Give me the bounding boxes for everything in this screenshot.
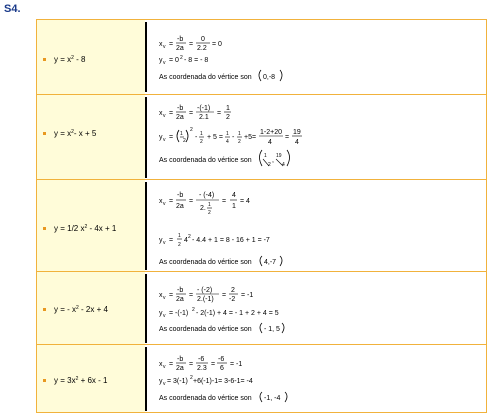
svg-text:2: 2 <box>208 210 211 216</box>
svg-text:1: 1 <box>226 105 230 112</box>
margin-line <box>145 182 147 270</box>
svg-text:= 4: = 4 <box>240 198 250 205</box>
svg-text:=: = <box>222 198 227 205</box>
svg-text:v: v <box>163 137 166 143</box>
svg-text:2.1: 2.1 <box>199 114 209 121</box>
svg-text:x: x <box>159 361 163 368</box>
svg-text:v: v <box>163 240 166 246</box>
svg-text:19: 19 <box>293 129 301 136</box>
svg-text:2: 2 <box>226 114 230 121</box>
table-row <box>37 344 486 412</box>
svg-text:=: = <box>169 292 174 299</box>
solution-cell <box>145 180 486 271</box>
svg-text:=: = <box>211 361 216 368</box>
bullet-icon <box>43 227 46 230</box>
svg-text:2: 2 <box>192 307 195 313</box>
svg-text:x: x <box>159 292 163 299</box>
equation-text: y = 1/2 $x^2 - 4x + 1$ <box>54 224 117 233</box>
svg-text:1: 1 <box>180 131 183 137</box>
svg-text:=: = <box>169 198 174 205</box>
svg-text:1: 1 <box>238 131 241 137</box>
section-heading: S4. <box>4 3 21 15</box>
svg-text:4: 4 <box>184 237 188 244</box>
svg-text:= 0: = 0 <box>212 41 222 48</box>
svg-text:2: 2 <box>238 139 241 145</box>
svg-text:4,-7: 4,-7 <box>264 259 277 266</box>
svg-text:1: 1 <box>208 202 211 208</box>
vertex-solution <box>159 280 449 340</box>
margin-line <box>145 97 147 178</box>
svg-text:0: 0 <box>201 36 205 43</box>
svg-text:2.3: 2.3 <box>197 365 207 372</box>
vertex-solution <box>159 186 449 266</box>
margin-line <box>145 22 147 92</box>
margin-line <box>145 347 147 411</box>
svg-text:-6: -6 <box>218 356 225 363</box>
svg-text:x: x <box>159 198 163 205</box>
svg-text:-b: -b <box>177 192 184 199</box>
solution-cell <box>145 345 486 412</box>
svg-text:1: 1 <box>226 131 229 137</box>
svg-text:= -1: = -1 <box>241 292 254 299</box>
svg-text:6: 6 <box>220 365 224 372</box>
svg-text:1: 1 <box>232 203 236 210</box>
svg-text:y: y <box>159 134 163 141</box>
svg-text:=: = <box>189 361 194 368</box>
svg-text:=: = <box>189 198 194 205</box>
svg-text:2a: 2a <box>176 296 184 303</box>
svg-text:=: = <box>169 237 174 244</box>
svg-text:= 3(-1): = 3(-1) <box>167 378 188 385</box>
svg-text:x: x <box>159 41 163 48</box>
svg-text:As coordenada do vértice son: As coordenada do vértice son <box>159 259 252 266</box>
svg-text:v: v <box>163 60 166 66</box>
svg-text:-(-1): -(-1) <box>197 105 211 112</box>
svg-text:+5=: +5= <box>244 134 257 141</box>
svg-text:-1, -4: -1, -4 <box>264 395 281 402</box>
svg-text:2: 2 <box>183 138 186 144</box>
svg-text:y: y <box>159 310 163 317</box>
vertex-solution <box>159 349 449 409</box>
svg-text:-b: -b <box>177 105 184 112</box>
svg-text:- (-4): - (-4) <box>199 192 215 199</box>
svg-text:-2: -2 <box>229 296 236 303</box>
svg-text:- (-2): - (-2) <box>197 287 213 294</box>
equation-cell <box>37 272 146 344</box>
svg-text:-6: -6 <box>198 356 205 363</box>
svg-text:2a: 2a <box>176 45 184 52</box>
margin-line <box>145 274 147 343</box>
table-row <box>37 20 486 94</box>
svg-text:2: 2 <box>200 139 203 145</box>
svg-text:As coordenada do vértice son: As coordenada do vértice son <box>159 74 252 81</box>
svg-text:1: 1 <box>264 153 267 159</box>
svg-text:v: v <box>163 295 166 301</box>
svg-text:4: 4 <box>226 139 229 145</box>
equation-cell <box>37 95 146 179</box>
svg-text:=: = <box>217 110 222 117</box>
svg-text:As coordenada do vértice son: As coordenada do vértice son <box>159 395 252 402</box>
svg-text:v: v <box>163 113 166 119</box>
svg-text:=: = <box>169 361 174 368</box>
svg-text:-b: -b <box>177 287 184 294</box>
svg-text:= -1: = -1 <box>230 361 243 368</box>
svg-text:2a: 2a <box>176 365 184 372</box>
svg-text:2a: 2a <box>176 114 184 121</box>
svg-text:-: - <box>195 134 198 141</box>
svg-text:=: = <box>189 110 194 117</box>
svg-text:= 0: = 0 <box>169 57 179 64</box>
equation-cell <box>37 20 146 94</box>
svg-text:2: 2 <box>190 127 193 133</box>
svg-text:=: = <box>169 41 174 48</box>
svg-text:+ 5 =: + 5 = <box>207 134 223 141</box>
svg-text:4: 4 <box>268 139 272 146</box>
equation-text: $y = 3x^2 + 6x - 1$ <box>54 376 108 385</box>
table-row <box>37 94 486 179</box>
svg-text:2: 2 <box>178 242 181 248</box>
svg-text:v: v <box>163 381 166 387</box>
svg-text:0,-8: 0,-8 <box>263 74 276 81</box>
svg-text:= -(-1): = -(-1) <box>169 310 189 317</box>
svg-text:=: = <box>222 292 227 299</box>
svg-text:2a: 2a <box>176 203 184 210</box>
svg-text:=: = <box>169 110 174 117</box>
svg-text:y: y <box>159 57 163 64</box>
exercise-table <box>36 19 487 413</box>
svg-text:As coordenada do vértice son: As coordenada do vértice son <box>159 157 252 164</box>
equation-text: $y = x^2 - 8$ <box>54 55 86 64</box>
equation-text: y = - $x^2 - 2x + 4$ <box>54 305 108 314</box>
vertex-solution <box>159 100 449 168</box>
svg-text:=: = <box>189 292 194 299</box>
svg-text:As coordenada do vértice son: As coordenada do vértice son <box>159 326 252 333</box>
solution-cell <box>145 95 486 179</box>
svg-text:- 4.4 + 1 = 8 - 16 + 1 = -7: - 4.4 + 1 = 8 - 16 + 1 = -7 <box>192 237 270 244</box>
svg-text:2: 2 <box>231 287 235 294</box>
svg-text:v: v <box>163 313 166 319</box>
svg-text:1: 1 <box>178 233 181 239</box>
svg-text:y: y <box>159 378 163 385</box>
svg-text:2.: 2. <box>200 205 206 212</box>
bullet-icon <box>43 308 46 311</box>
svg-text:v: v <box>163 201 166 207</box>
vertex-solution <box>159 29 449 89</box>
svg-text:- 8 = - 8: - 8 = - 8 <box>184 57 209 64</box>
svg-text:1: 1 <box>200 131 203 137</box>
equation-cell <box>37 180 146 271</box>
equation-text: $y = x^2-$ x + 5 <box>54 129 97 138</box>
svg-text:4: 4 <box>232 192 236 199</box>
svg-text:x: x <box>159 110 163 117</box>
svg-text:=: = <box>189 41 194 48</box>
svg-text:2: 2 <box>190 375 193 381</box>
equation-cell <box>37 345 146 412</box>
bullet-icon <box>43 379 46 382</box>
svg-text:- 1, 5: - 1, 5 <box>264 326 280 333</box>
svg-text:+6(-1)-1= 3-6-1= -4: +6(-1)-1= 3-6-1= -4 <box>193 378 253 385</box>
table-row <box>37 271 486 344</box>
bullet-icon <box>43 132 46 135</box>
svg-text:v: v <box>163 364 166 370</box>
svg-text:=: = <box>285 134 290 141</box>
solution-cell <box>145 272 486 344</box>
svg-text:2: 2 <box>180 55 183 61</box>
svg-text:- 2(-1) + 4 = - 1 + 2 + 4 = 5: - 2(-1) + 4 = - 1 + 2 + 4 = 5 <box>196 310 279 317</box>
bullet-icon <box>43 58 46 61</box>
svg-text:-b: -b <box>177 356 184 363</box>
svg-text:19: 19 <box>276 153 282 159</box>
svg-text:-b: -b <box>177 36 184 43</box>
svg-text:v: v <box>163 44 166 50</box>
solution-cell <box>145 20 486 94</box>
svg-text:2: 2 <box>268 162 271 168</box>
svg-text:-: - <box>232 134 235 141</box>
svg-text:2.2: 2.2 <box>197 45 207 52</box>
svg-text:1-2+20: 1-2+20 <box>260 129 282 136</box>
svg-text:4: 4 <box>282 162 285 168</box>
svg-text:y: y <box>159 237 163 244</box>
table-row <box>37 179 486 271</box>
svg-text:=: = <box>169 134 174 141</box>
svg-text:,: , <box>272 157 274 164</box>
svg-text:2.(-1): 2.(-1) <box>197 296 214 303</box>
svg-text:4: 4 <box>295 139 299 146</box>
svg-text:2: 2 <box>188 234 191 240</box>
